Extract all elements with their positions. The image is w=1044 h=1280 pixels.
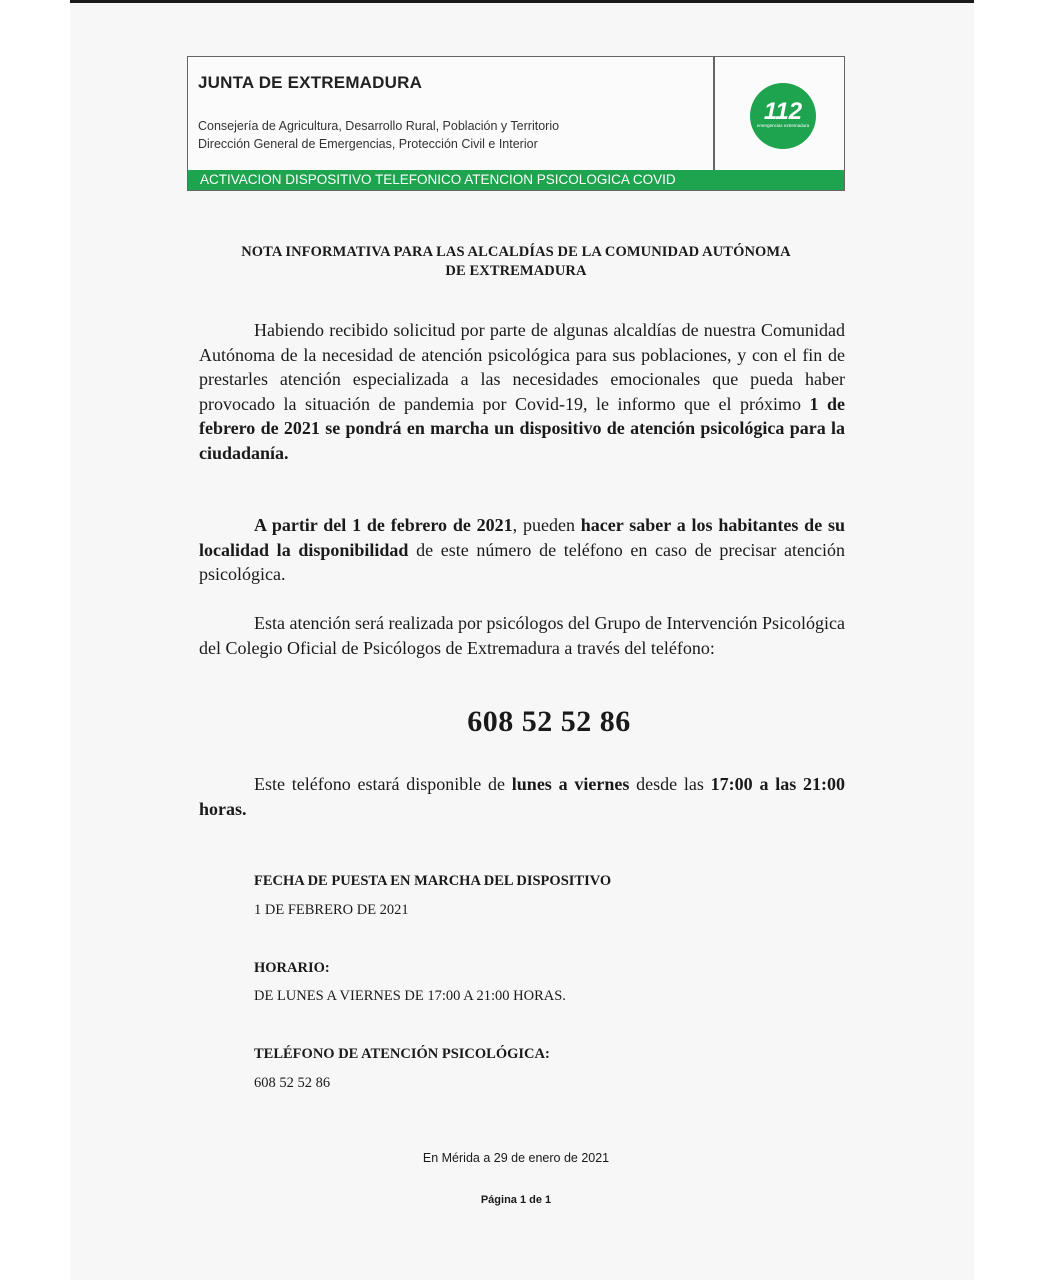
activation-banner: ACTIVACION DISPOSITIVO TELEFONICO ATENCION PSICOLOGICA COVID	[188, 170, 844, 190]
p4-bold-1: lunes a viernes	[511, 774, 630, 794]
fecha-value: 1 DE FEBRERO DE 2021	[254, 902, 409, 918]
header-divider	[713, 57, 715, 170]
horario-label: HORARIO:	[254, 960, 330, 976]
page-number: Página 1 de 1	[480, 1194, 552, 1206]
paragraph-intro	[199, 318, 845, 465]
telefono-value: 608 52 52 86	[254, 1075, 331, 1091]
organization-name: JUNTA DE EXTREMADURA	[198, 73, 423, 92]
document-title	[187, 243, 845, 281]
fecha-label: FECHA DE PUESTA EN MARCHA DEL DISPOSITIVO	[254, 873, 612, 889]
p1-text: Habiendo recibido solicitud por parte de algunas alcaldías de nuestra Comunidad Autónoma de la necesidad de atención psicológica para sus poblaciones, y con el fin de prestarles atención especializada a las necesidades emocionales que pueda haber provocado la situación de pandemia por Covid-19, le informo que el próximo	[199, 320, 845, 414]
emergency-112-logo-icon	[750, 83, 816, 149]
p4-text-2: desde las	[629, 774, 711, 794]
department-lines	[198, 117, 559, 153]
p4-bold-2: 17:00 a las 21:00 horas.	[199, 774, 845, 819]
paragraph-schedule	[199, 772, 845, 821]
letterhead	[187, 56, 845, 191]
paragraph-service	[199, 611, 845, 660]
p1-bold: 1 de febrero de 2021 se pondrá en marcha un dispositivo de atención psicológica para la ciudadanía.	[199, 393, 846, 463]
department-line-1: Consejería de Agricultura, Desarrollo Rural, Población y Territorio	[198, 119, 560, 133]
place-and-date: En Mérida a 29 de enero de 2021	[422, 1151, 610, 1165]
horario-value: DE LUNES A VIERNES DE 17:00 A 21:00 HORAS.	[254, 988, 566, 1004]
p4-text-1: Este teléfono estará disponible de	[254, 774, 512, 794]
title-line-1: NOTA INFORMATIVA PARA LAS ALCALDÍAS DE LA COMUNIDAD AUTÓNOMA	[241, 244, 791, 260]
p2-bold-1: A partir del 1 de febrero de 2021	[254, 515, 513, 535]
paragraph-availability	[199, 513, 845, 587]
phone-number: 608 52 52 86	[467, 705, 631, 738]
p2-text-2: de este número de teléfono en caso de precisar atención psicológica.	[199, 539, 845, 584]
department-line-2: Dirección General de Emergencias, Protección Civil e Interior	[198, 137, 538, 151]
p2-text-1: , pueden	[512, 515, 581, 535]
logo-subtitle: emergencias extremadura	[756, 122, 810, 128]
telefono-label: TELÉFONO DE ATENCIÓN PSICOLÓGICA:	[254, 1046, 550, 1062]
p2-bold-2: hacer saber a los habitantes de su localidad la disponibilidad	[199, 515, 846, 560]
p3-text: Esta atención será realizada por psicólogos del Grupo de Intervención Psicológica del Colegio Oficial de Psicólogos de Extremadura a través del teléfono:	[199, 613, 845, 658]
logo-number: 112	[763, 97, 803, 125]
title-line-2: DE EXTREMADURA	[445, 263, 587, 279]
